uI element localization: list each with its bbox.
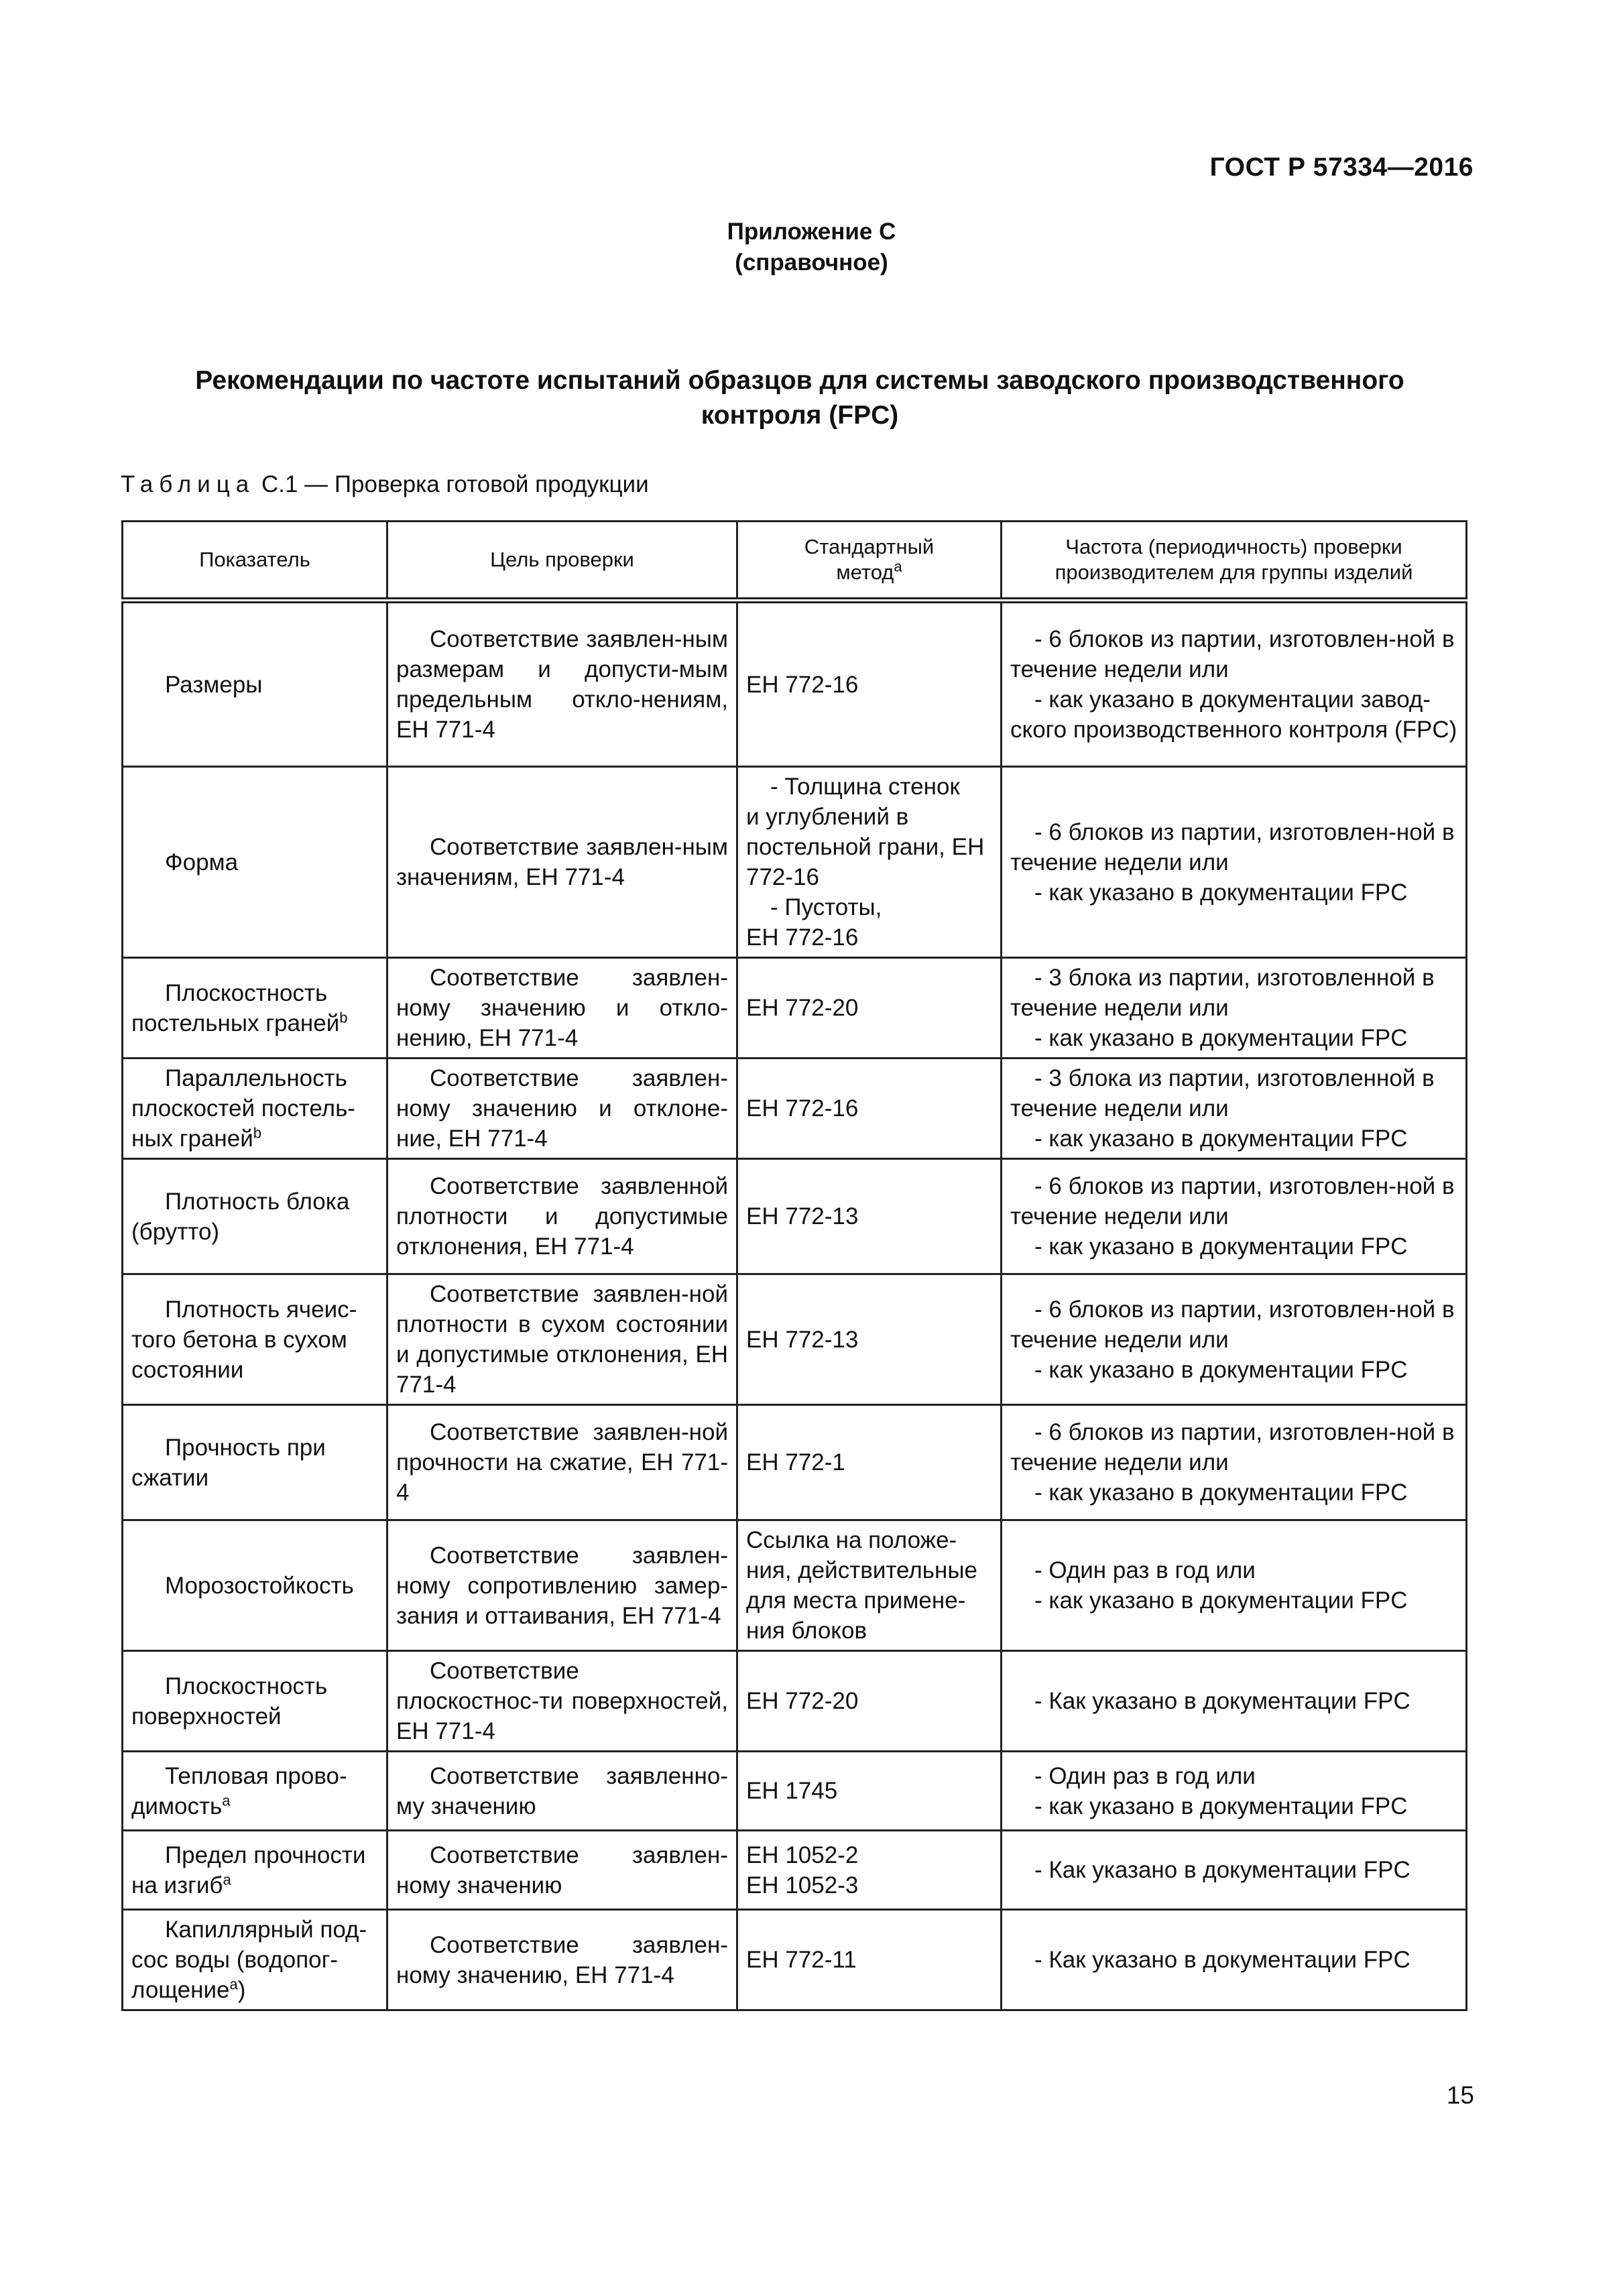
indicator-text: Размеры [165, 671, 263, 698]
cell-method [737, 1910, 1002, 2010]
cell-indicator [123, 1831, 387, 1910]
cell-frequency [1002, 1159, 1467, 1274]
frequency-line: - как указано в документации FPC [1034, 1025, 1408, 1051]
annex-heading [0, 217, 1623, 278]
method-line: ЕН 772-20 [746, 995, 859, 1021]
indicator-footnote: a [222, 1791, 231, 1809]
table-row [123, 1831, 1467, 1910]
method-line: ЕН 772-13 [746, 1203, 859, 1229]
table-row [123, 1059, 1467, 1159]
header-method-footnote: a [894, 558, 902, 575]
table-caption-number: С.1 [261, 471, 298, 497]
table-row [123, 958, 1467, 1059]
frequency-line: - Как указано в документации FPC [1034, 1688, 1410, 1714]
header-frequency-line-1: Частота (периодичность) проверки [1065, 535, 1402, 558]
cell-method [737, 1274, 1002, 1405]
indicator-text: Предел прочности на изгиб [131, 1841, 366, 1898]
cell-indicator [123, 1520, 387, 1651]
annex-title: Приложение С [727, 219, 896, 245]
frequency-line: - 6 блоков из партии, изготовлен-ной в течение недели или [1010, 1419, 1455, 1475]
cell-purpose: Соответствие заявлен-ному значению и откло-нению, ЕН 771-4 [387, 958, 737, 1059]
cell-purpose: Соответствие заявлен-ному сопротивлению замер-зания и оттаивания, ЕН 771-4 [387, 1520, 737, 1651]
frequency-line: - Один раз в год или [1034, 1557, 1256, 1583]
cell-indicator [123, 1274, 387, 1405]
frequency-line: - как указано в документации FPC [1034, 1587, 1408, 1614]
frequency-line: - как указано в документации FPC [1034, 1233, 1408, 1260]
frequency-line: - как указано в документации завод-ского производственного контроля (FPC) [1010, 686, 1457, 743]
cell-purpose: Соответствие заявлен-ному значению [387, 1831, 737, 1910]
header-frequency [1002, 522, 1467, 601]
indicator-text: Тепловая прово-димость [131, 1762, 347, 1819]
header-indicator: Показатель [123, 522, 387, 601]
cell-purpose: Соответствие заявлен-ному значению, ЕН 771-4 [387, 1910, 737, 2010]
header-method [737, 522, 1002, 601]
indicator-text: Плотность ячеис-того бетона в сухом состоянии [131, 1296, 357, 1383]
table-row [123, 1651, 1467, 1752]
cell-purpose: Соответствие заявлен-ным значениям, ЕН 771-4 [387, 767, 737, 958]
cell-frequency [1002, 767, 1467, 958]
frequency-line: - как указано в документации FPC [1034, 1479, 1408, 1506]
header-purpose: Цель проверки [387, 522, 737, 601]
cell-purpose: Соответствие заявлен-ным размерам и допусти-мым предельным откло-нениям, ЕН 771-4 [387, 601, 737, 767]
table-row [123, 767, 1467, 958]
cell-frequency [1002, 1405, 1467, 1520]
method-line: - Пустоты, [770, 894, 882, 920]
frequency-line: - как указано в документации FPC [1034, 879, 1408, 906]
annex-type: (справочное) [735, 249, 888, 276]
table-row [123, 1405, 1467, 1520]
indicator-text: Плоскостность постельных граней [131, 979, 340, 1036]
cell-method [737, 1059, 1002, 1159]
method-line: и углублений в постельной грани, ЕН 772-16 [746, 804, 985, 890]
indicator-text: Морозостойкость [165, 1572, 354, 1599]
method-line: ЕН 772-16 [746, 1095, 859, 1122]
cell-indicator [123, 958, 387, 1059]
frequency-line: - 6 блоков из партии, изготовлен-ной в течение недели или [1010, 1296, 1455, 1353]
cell-method [737, 958, 1002, 1059]
cell-indicator [123, 1752, 387, 1831]
indicator-footnote: a [229, 1976, 238, 1993]
frequency-line: - как указано в документации FPC [1034, 1793, 1408, 1819]
cell-purpose: Соответствие заявленной плотности и допустимые отклонения, ЕН 771-4 [387, 1159, 737, 1274]
table-row [123, 1159, 1467, 1274]
cell-method [737, 1159, 1002, 1274]
cell-frequency [1002, 1752, 1467, 1831]
method-line: ЕН 772-20 [746, 1688, 859, 1714]
inspection-table [121, 520, 1467, 2011]
indicator-footnote: b [253, 1124, 262, 1142]
indicator-tail: ) [237, 1977, 246, 2003]
method-line: Ссылка на положе-ния, действительные для места примене-ния блоков [746, 1527, 977, 1644]
cell-indicator [123, 1910, 387, 2010]
cell-purpose: Соответствие заявлен-ной прочности на сжатие, ЕН 771-4 [387, 1405, 737, 1520]
frequency-line: - Как указано в документации FPC [1034, 1947, 1410, 1973]
standard-code: ГОСТ Р 57334—2016 [1209, 153, 1474, 182]
cell-indicator [123, 1651, 387, 1752]
table-row [123, 1274, 1467, 1405]
cell-method [737, 1831, 1002, 1910]
indicator-footnote: b [339, 1008, 348, 1026]
cell-purpose: Соответствие заявлен-ной плотности в сухом состоянии и допустимые отклонения, ЕН 771-4 [387, 1274, 737, 1405]
cell-method [737, 1651, 1002, 1752]
header-method-line-2: метод [836, 560, 894, 584]
indicator-text: Параллельность плоскостей постель-ных граней [131, 1065, 355, 1152]
frequency-line: - Как указано в документации FPC [1034, 1857, 1410, 1883]
indicator-text: Плоскостность поверхностей [131, 1673, 328, 1730]
cell-frequency [1002, 1059, 1467, 1159]
cell-frequency [1002, 601, 1467, 767]
cell-indicator [123, 601, 387, 767]
indicator-text: Прочность при сжатии [131, 1434, 326, 1491]
cell-indicator [123, 1059, 387, 1159]
method-line: ЕН 772-1 [746, 1449, 845, 1475]
header-frequency-line-2: производителем для группы изделий [1055, 560, 1413, 584]
cell-indicator [123, 767, 387, 958]
method-line: ЕН 1052-3 [746, 1872, 859, 1898]
table-body [123, 601, 1467, 2010]
indicator-text: Капиллярный под-сос воды (водопог-лощение [131, 1917, 367, 2003]
indicator-text: Плотность блока (брутто) [131, 1188, 350, 1245]
cell-method [737, 601, 1002, 767]
cell-indicator [123, 1405, 387, 1520]
table-caption-label: Таблица [121, 471, 255, 497]
table-caption-text: — Проверка готовой продукции [304, 471, 649, 497]
indicator-text: Форма [165, 849, 239, 875]
document-title-line-1: Рекомендации по частоте испытаний образцов для системы заводского производственного [195, 366, 1404, 395]
cell-frequency [1002, 1651, 1467, 1752]
table-row [123, 601, 1467, 767]
method-line: - Толщина стенок [770, 774, 960, 800]
frequency-line: - Один раз в год или [1034, 1762, 1256, 1789]
document-title [107, 363, 1492, 433]
table-row [123, 1752, 1467, 1831]
frequency-line: - как указано в документации FPC [1034, 1126, 1408, 1152]
method-line: ЕН 1745 [746, 1778, 838, 1804]
document-title-line-2: контроля (FPC) [701, 401, 899, 430]
cell-purpose: Соответствие заявлен-ному значению и отклоне-ние, ЕН 771-4 [387, 1059, 737, 1159]
cell-purpose: Соответствие заявленно-му значению [387, 1752, 737, 1831]
cell-frequency [1002, 1274, 1467, 1405]
cell-frequency [1002, 1831, 1467, 1910]
cell-frequency [1002, 1910, 1467, 2010]
table-row [123, 1910, 1467, 2010]
method-line: ЕН 772-11 [746, 1947, 857, 1973]
table-header-row [123, 522, 1467, 601]
table-row [123, 1520, 1467, 1651]
frequency-line: - 3 блока из партии, изготовленной в течение недели или [1010, 965, 1435, 1021]
cell-purpose: Соответствие плоскостнос-ти поверхностей, ЕН 771-4 [387, 1651, 737, 1752]
frequency-line: - 3 блока из партии, изготовленной в течение недели или [1010, 1065, 1435, 1122]
method-line: ЕН 772-16 [746, 671, 859, 698]
cell-frequency [1002, 958, 1467, 1059]
cell-method [737, 1405, 1002, 1520]
method-line: ЕН 772-13 [746, 1326, 859, 1353]
cell-frequency [1002, 1520, 1467, 1651]
indicator-footnote: a [223, 1870, 231, 1888]
frequency-line: - как указано в документации FPC [1034, 1356, 1408, 1383]
cell-method [737, 1520, 1002, 1651]
cell-method [737, 767, 1002, 958]
frequency-line: - 6 блоков из партии, изготовлен-ной в течение недели или [1010, 1173, 1455, 1229]
frequency-line: - 6 блоков из партии, изготовлен-ной в течение недели или [1010, 819, 1455, 875]
cell-indicator [123, 1159, 387, 1274]
frequency-line: - 6 блоков из партии, изготовлен-ной в течение недели или [1010, 626, 1455, 682]
method-line: ЕН 772-16 [746, 924, 859, 951]
cell-method [737, 1752, 1002, 1831]
method-line: ЕН 1052-2 [746, 1841, 859, 1868]
header-method-line-1: Стандартный [804, 535, 935, 558]
table-caption [121, 471, 649, 498]
page-number: 15 [1446, 2081, 1474, 2109]
